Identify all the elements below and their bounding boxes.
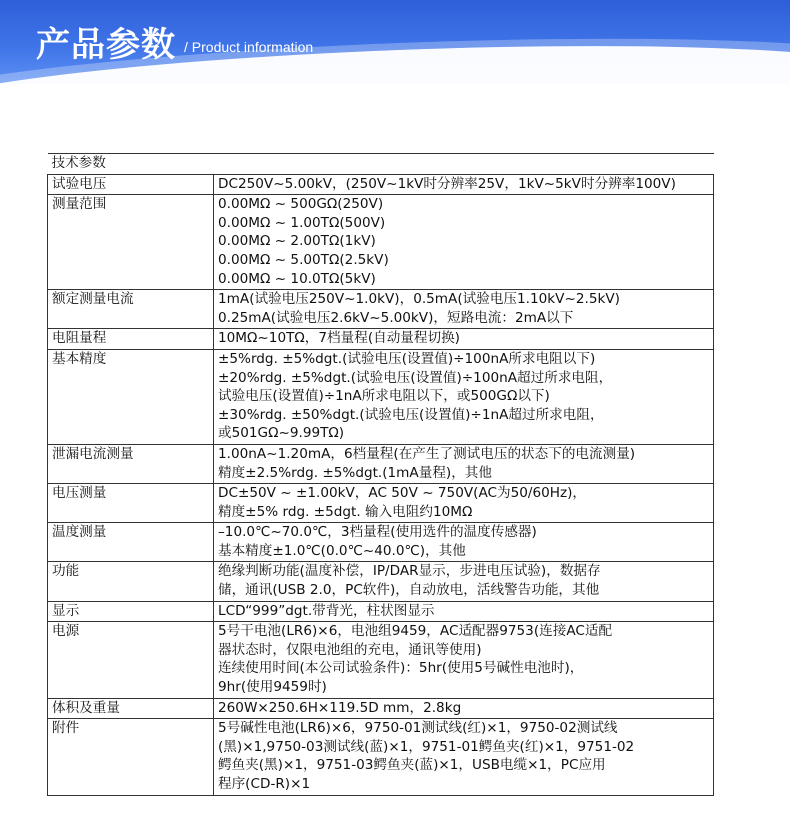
spec-value-line: –10.0℃~70.0℃，3档量程(使用选件的温度传感器) xyxy=(218,524,537,541)
spec-value-line: ±30%rdg. ±50%dgt.(试验电压(设置值)÷1nA超过所求电阻， xyxy=(218,406,604,423)
spec-value-line: 程序(CD-R)×1 xyxy=(218,776,311,792)
page-title: 产品参数 xyxy=(36,25,176,65)
spec-value xyxy=(214,484,714,523)
spec-value-line: LCD“999”dgt.带背光，柱状图显示 xyxy=(218,602,435,619)
table-row xyxy=(48,484,714,523)
spec-value-line: ±5%rdg. ±5%dgt.(试验电压(设置值)÷100nA所求电阻以下) xyxy=(218,350,596,367)
spec-value-line: 精度±5% rdg. ±5dgt. 输入电阻约10MΩ xyxy=(218,503,473,520)
spec-label: 电源 xyxy=(48,622,214,698)
spec-value-line: 绝缘判断功能(温度补偿，IP/DAR显示，步进电压试验)，数据存 xyxy=(218,563,601,580)
spec-table xyxy=(47,153,714,796)
spec-value xyxy=(214,719,714,795)
spec-value-line: 0.00MΩ ~ 5.00TΩ(2.5kV) xyxy=(218,251,389,268)
spec-label: 基本精度 xyxy=(48,349,214,444)
spec-label: 显示 xyxy=(48,601,214,622)
spec-value xyxy=(214,329,714,350)
spec-label: 附件 xyxy=(48,719,214,795)
spec-value xyxy=(214,698,714,719)
table-row xyxy=(48,444,714,483)
table-row xyxy=(48,174,714,195)
spec-value xyxy=(214,349,714,444)
spec-value xyxy=(214,601,714,622)
spec-value-line: 0.00MΩ ~ 1.00TΩ(500V) xyxy=(218,214,386,231)
spec-label: 泄漏电流测量 xyxy=(48,444,214,483)
spec-value-line: 0.25mA(试验电压2.6kV~5.00kV)，短路电流：2mA以下 xyxy=(218,309,574,326)
spec-label: 测量范围 xyxy=(48,195,214,290)
spec-value-line: 0.00MΩ ~ 2.00TΩ(1kV) xyxy=(218,233,376,250)
spec-value-line: 0.00MΩ ~ 500GΩ(250V) xyxy=(218,196,384,213)
spec-label: 体积及重量 xyxy=(48,698,214,719)
spec-value xyxy=(214,562,714,601)
spec-value xyxy=(214,195,714,290)
spec-value-line: 鳄鱼夹(黑)×1，9751-03鳄鱼夹(蓝)×1，USB电缆×1，PC应用 xyxy=(218,757,606,774)
spec-label: 额定测量电流 xyxy=(48,290,214,329)
spec-label: 功能 xyxy=(48,562,214,601)
table-row xyxy=(48,622,714,698)
spec-value-line: DC±50V ~ ±1.00kV，AC 50V ~ 750V(AC为50/60Hz)， xyxy=(218,485,587,502)
spec-value-line: 或501GΩ~9.99TΩ) xyxy=(218,425,345,442)
spec-value-line: 5号碱性电池(LR6)×6，9750-01测试线(红)×1，9750-02测试线 xyxy=(218,720,618,737)
table-row xyxy=(48,601,714,622)
spec-label: 温度测量 xyxy=(48,523,214,562)
spec-value-line: 1mA(试验电压250V~1.0kV)，0.5mA(试验电压1.10kV~2.5kV) xyxy=(218,291,620,308)
spec-value-line: 试验电压(设置值)÷1nA所求电阻以下，或500GΩ以下) xyxy=(218,388,550,405)
header-banner xyxy=(0,0,790,84)
spec-value-line: 9hr(使用9459时) xyxy=(218,679,327,696)
spec-value-line: (黑)×1,9750-03测试线(蓝)×1，9751-01鳄鱼夹(红)×1，9751-02 xyxy=(218,738,635,755)
table-row xyxy=(48,698,714,719)
spec-value-line: 连续使用时间(本公司试验条件)：5hr(使用5号碱性电池时)， xyxy=(218,660,584,677)
table-row xyxy=(48,195,714,290)
spec-value-line: ±20%rdg. ±5%dgt.(试验电压(设置值)÷100nA超过所求电阻， xyxy=(218,369,613,386)
spec-value xyxy=(214,290,714,329)
spec-value-line: 260W×250.6H×119.5D mm，2.8kg xyxy=(218,699,462,716)
table-row xyxy=(48,349,714,444)
spec-value-line: 器状态时，仅限电池组的充电，通讯等使用) xyxy=(218,641,482,658)
spec-value xyxy=(214,444,714,483)
table-row xyxy=(48,329,714,350)
table-row xyxy=(48,290,714,329)
spec-table-body xyxy=(48,154,714,796)
spec-value xyxy=(214,523,714,562)
table-caption: 技术参数 xyxy=(48,154,714,175)
spec-label: 电阻量程 xyxy=(48,329,214,350)
table-row xyxy=(48,523,714,562)
page-subtitle: / Product information xyxy=(184,39,314,55)
spec-value-line: 5号干电池(LR6)×6，电池组9459，AC适配器9753(连接AC适配 xyxy=(218,623,613,640)
spec-value-line: 10MΩ~10TΩ，7档量程(自动量程切换) xyxy=(218,330,460,347)
spec-value-line: 0.00MΩ ~ 10.0TΩ(5kV) xyxy=(218,270,376,287)
spec-value-line: 储，通讯(USB 2.0，PC软件)，自动放电，活线警告功能，其他 xyxy=(218,582,600,599)
spec-label: 电压测量 xyxy=(48,484,214,523)
spec-value-line: DC250V~5.00kV，(250V~1kV时分辨率25V，1kV~5kV时分辨率100V) xyxy=(218,175,676,192)
spec-value-line: 1.00nA~1.20mA，6档量程(在产生了测试电压的状态下的电流测量) xyxy=(218,445,636,462)
spec-value xyxy=(214,622,714,698)
table-row xyxy=(48,562,714,601)
spec-value-line: 精度±2.5%rdg. ±5%dgt.(1mA量程)，其他 xyxy=(218,464,492,481)
table-row xyxy=(48,719,714,795)
spec-label: 试验电压 xyxy=(48,174,214,195)
spec-value-line: 基本精度±1.0℃(0.0℃~40.0℃)，其他 xyxy=(218,542,466,559)
table-header-row xyxy=(48,154,714,175)
spec-value xyxy=(214,174,714,195)
